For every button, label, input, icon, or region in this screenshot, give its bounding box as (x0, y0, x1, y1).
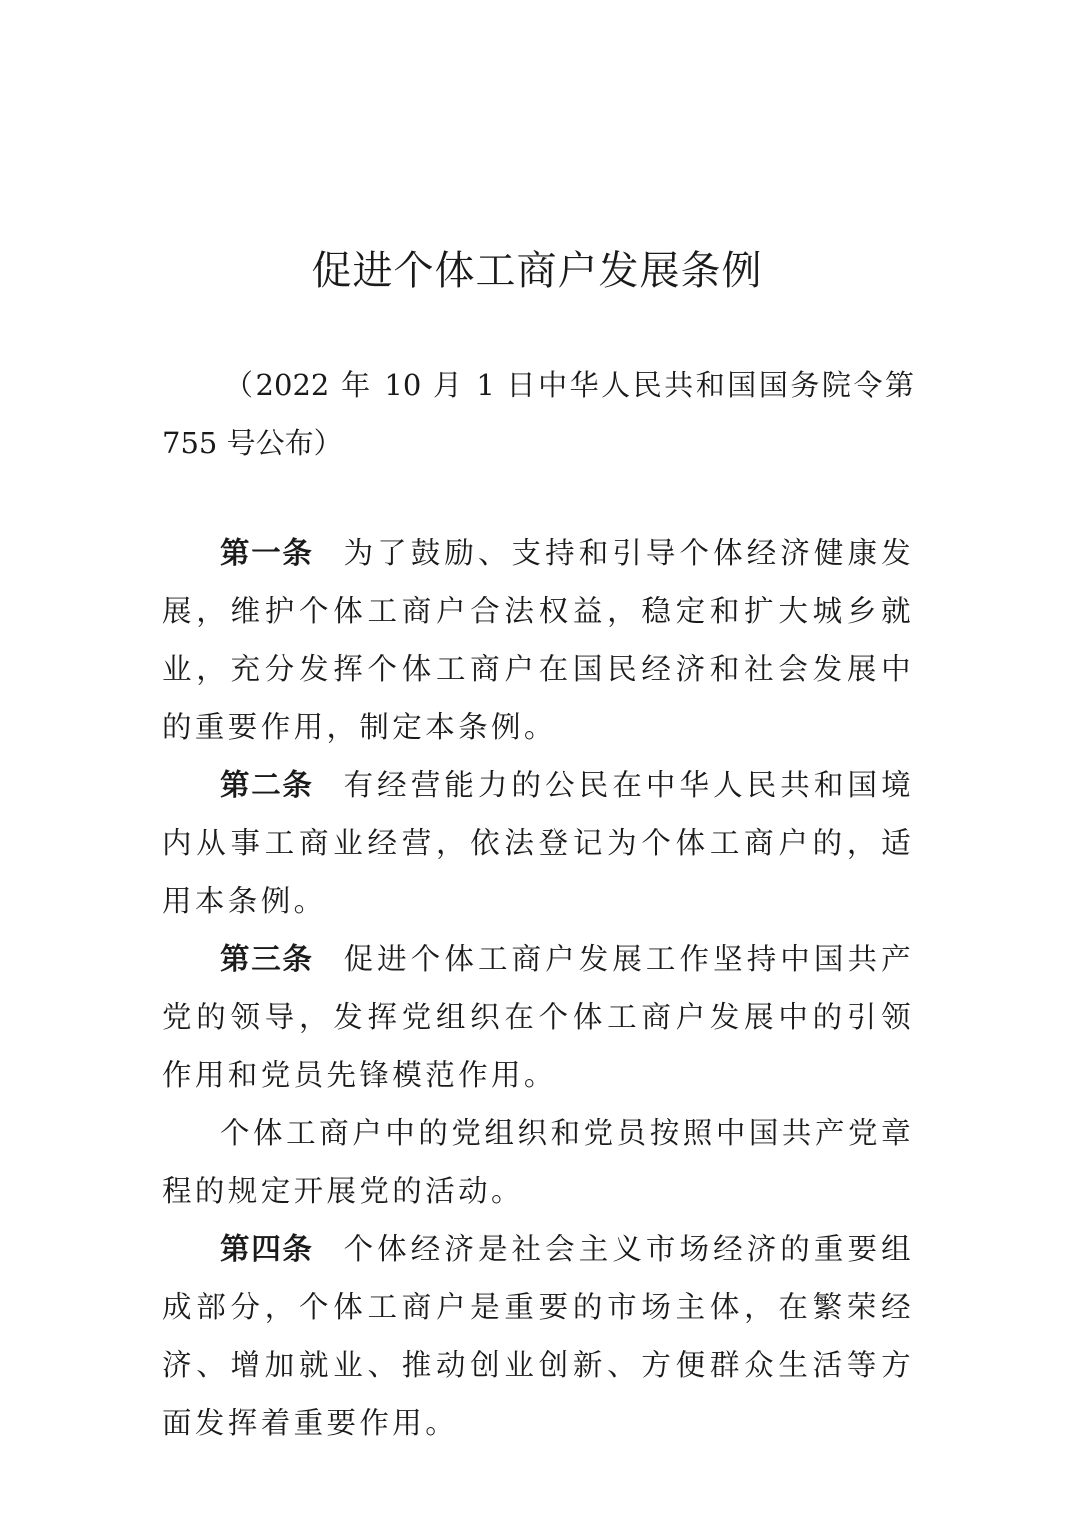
article-label: 第四条 (220, 1232, 314, 1266)
article-text: 为了鼓励、支持和引导个体经济健康发展，维护个体工商户合法权益，稳定和扩大城乡就业，充分发挥个体工商户在国民经济和社会发展中的重要作用，制定本条例。 (162, 536, 914, 744)
article-text: 个体经济是社会主义市场经济的重要组成部分，个体工商户是重要的市场主体，在繁荣经济、增加就业、推动创业创新、方便群众生活等方面发挥着重要作用。 (162, 1232, 914, 1440)
article-paragraph (162, 1220, 914, 1452)
promulgation-note: （2022 年 10 月 1 日中华人民共和国国务院令第 755 号公布） (162, 368, 914, 460)
article-paragraph (162, 524, 914, 756)
article-paragraph (162, 930, 914, 1104)
article-paragraph (162, 1104, 914, 1220)
article-label: 第三条 (220, 942, 314, 976)
article-text: 个体工商户中的党组织和党员按照中国共产党章程的规定开展党的活动。 (162, 1116, 914, 1208)
article-text: 有经营能力的公民在中华人民共和国境内从事工商业经营，依法登记为个体工商户的，适用本条例。 (162, 768, 914, 918)
document-body (162, 524, 914, 1452)
article-label: 第二条 (220, 768, 314, 802)
article-paragraph (162, 756, 914, 930)
article-text: 促进个体工商户发展工作坚持中国共产党的领导，发挥党组织在个体工商户发展中的引领作用和党员先锋模范作用。 (162, 942, 914, 1092)
article-label: 第一条 (220, 536, 314, 570)
document-title: 促进个体工商户发展条例 (311, 248, 763, 294)
